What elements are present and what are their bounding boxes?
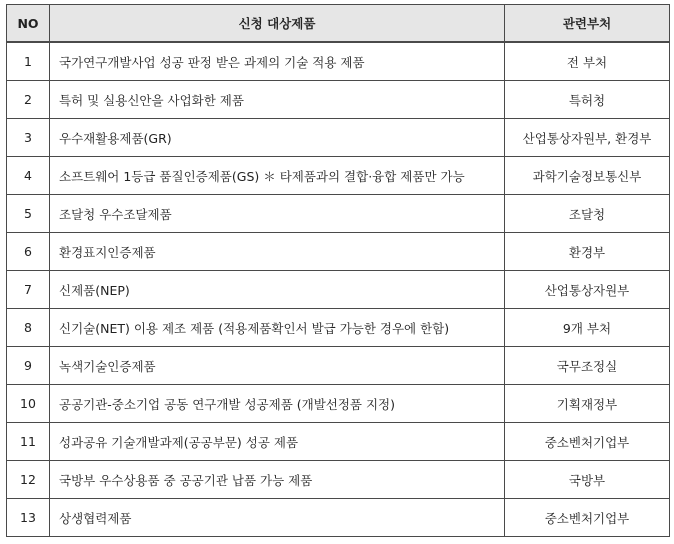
table-row — [7, 271, 670, 309]
table-row — [7, 157, 670, 195]
department: 국방부 — [505, 461, 670, 499]
product-name: 특허 및 실용신안을 사업화한 제품 — [50, 81, 505, 119]
eligible-products-table — [6, 4, 670, 537]
department: 과학기술정보통신부 — [505, 157, 670, 195]
table-header-row — [7, 5, 670, 43]
row-number: 6 — [7, 233, 50, 271]
table-row — [7, 347, 670, 385]
product-name: 소프트웨어 1등급 품질인증제품(GS) ＊ 타제품과의 결합·융합 제품만 가능 — [50, 157, 505, 195]
product-name: 신제품(NEP) — [50, 271, 505, 309]
department: 국무조정실 — [505, 347, 670, 385]
table-row — [7, 42, 670, 81]
header-no: NO — [7, 5, 50, 43]
product-name: 상생협력제품 — [50, 499, 505, 537]
row-number: 12 — [7, 461, 50, 499]
row-number: 2 — [7, 81, 50, 119]
header-dept: 관련부처 — [505, 5, 670, 43]
row-number: 7 — [7, 271, 50, 309]
department: 중소벤처기업부 — [505, 423, 670, 461]
row-number: 10 — [7, 385, 50, 423]
row-number: 3 — [7, 119, 50, 157]
product-name: 우수재활용제품(GR) — [50, 119, 505, 157]
product-name: 신기술(NET) 이용 제조 제품 (적용제품확인서 발급 가능한 경우에 한함) — [50, 309, 505, 347]
row-number: 1 — [7, 42, 50, 81]
product-name: 국가연구개발사업 성공 판정 받은 과제의 기술 적용 제품 — [50, 42, 505, 81]
row-number: 11 — [7, 423, 50, 461]
product-name: 조달청 우수조달제품 — [50, 195, 505, 233]
product-name: 성과공유 기술개발과제(공공부문) 성공 제품 — [50, 423, 505, 461]
row-number: 9 — [7, 347, 50, 385]
row-number: 4 — [7, 157, 50, 195]
department: 환경부 — [505, 233, 670, 271]
product-name: 환경표지인증제품 — [50, 233, 505, 271]
department: 산업통상자원부, 환경부 — [505, 119, 670, 157]
header-product: 신청 대상제품 — [50, 5, 505, 43]
row-number: 5 — [7, 195, 50, 233]
table-row — [7, 309, 670, 347]
department: 산업통상자원부 — [505, 271, 670, 309]
department: 중소벤처기업부 — [505, 499, 670, 537]
department: 특허청 — [505, 81, 670, 119]
table-row — [7, 461, 670, 499]
product-name: 국방부 우수상용품 중 공공기관 납품 가능 제품 — [50, 461, 505, 499]
table-row — [7, 385, 670, 423]
product-name: 녹색기술인증제품 — [50, 347, 505, 385]
table-row — [7, 499, 670, 537]
department: 전 부처 — [505, 42, 670, 81]
product-table-container — [6, 4, 669, 537]
table-row — [7, 119, 670, 157]
table-row — [7, 195, 670, 233]
table-row — [7, 233, 670, 271]
department: 기획재정부 — [505, 385, 670, 423]
product-name: 공공기관-중소기업 공동 연구개발 성공제품 (개발선정품 지정) — [50, 385, 505, 423]
table-row — [7, 81, 670, 119]
department: 9개 부처 — [505, 309, 670, 347]
department: 조달청 — [505, 195, 670, 233]
row-number: 13 — [7, 499, 50, 537]
row-number: 8 — [7, 309, 50, 347]
table-row — [7, 423, 670, 461]
